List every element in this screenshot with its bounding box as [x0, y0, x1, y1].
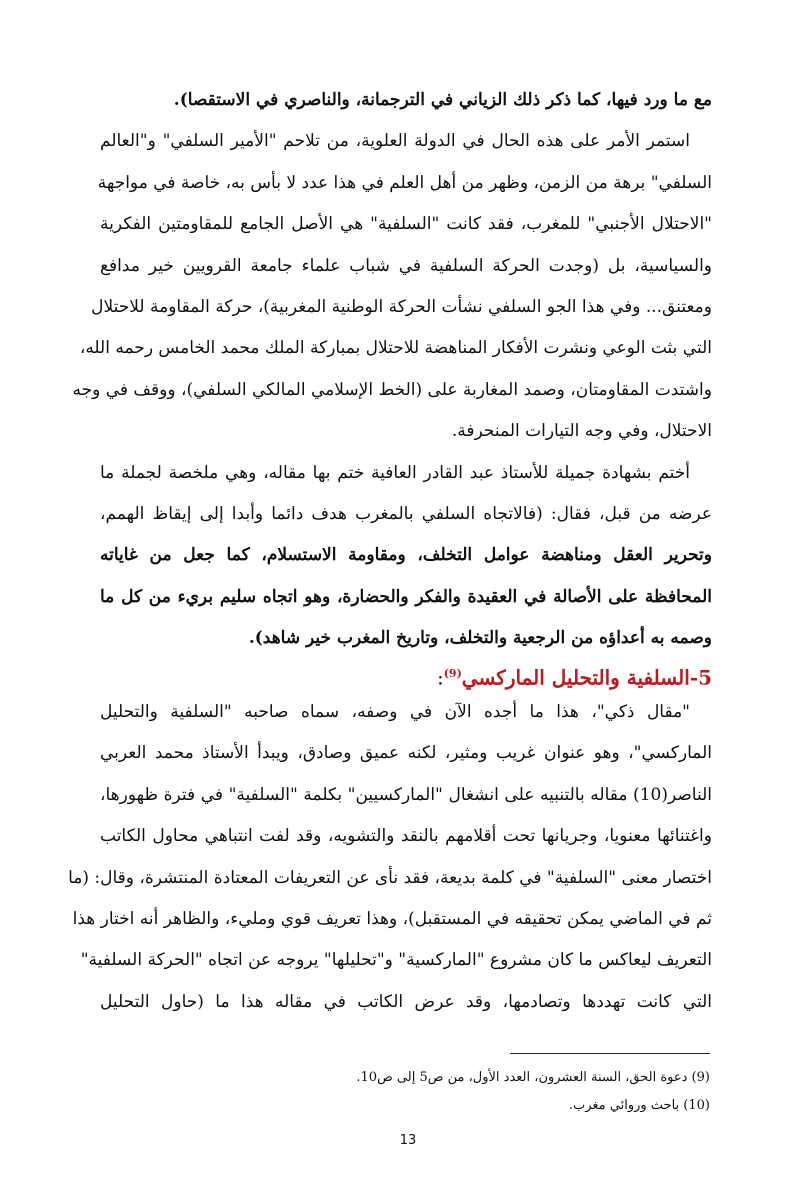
text-line: التي بثت الوعي ونشرت الأفكار المناهضة للاحتلال بمباركة الملك محمد الخامس رحمه الله،	[79, 338, 712, 359]
section-heading	[100, 656, 712, 696]
text-line: "مقال ذكي"، هذا ما أجده الآن في وصفه، سماه صاحبه "السلفية والتحليل	[100, 702, 690, 722]
text-line: التعريف ليعاكس ما كان مشروع "الماركسية" و"تحليلها" يروجه عن اتجاه "الحركة السلفية"	[80, 950, 712, 971]
text-line: الماركسي"، وهو عنوان غريب ومثير، لكنه عميق وصادق، ويبدأ الأستاذ محمد العربي	[100, 743, 712, 764]
footnote-10: (10) باحث وروائي مغرب.	[568, 1098, 710, 1113]
footnote-ref: (9)	[443, 667, 462, 680]
text-line: وصمه به أعداؤه من الرجعية والتخلف، وتاريخ المغرب خير شاهد).	[248, 628, 712, 649]
text-line: والسياسية، بل (وجدت الحركة السلفية في شباب علماء جامعة القرويين خير مدافع	[100, 255, 712, 276]
section-heading-text: 5-السلفية والتحليل الماركسي	[461, 665, 712, 690]
body-text-part-2	[68, 692, 712, 1023]
page-number: 13	[399, 1133, 417, 1148]
text-line: اختصار معنى "السلفية" في كلمة بديعة، فقد نأى عن التعريفات المعتادة المنتشرة، وقال: (ما	[68, 867, 712, 888]
footnote-separator	[510, 1053, 710, 1054]
footnote-9: (9) دعوة الحق، السنة العشرون، العدد الأول، من ص5 إلى ص10.	[356, 1070, 710, 1085]
text-line: وتحرير العقل ومناهضة عوامل التخلف، ومقاومة الاستسلام، كما جعل من غاياته	[100, 545, 712, 566]
heading-colon: :	[436, 665, 444, 690]
text-line: ومعتنق... وفي هذا الجو السلفي نشأت الحركة الوطنية المغربية)، حركة المقاومة للاحتلال	[91, 297, 712, 318]
text-line: الاحتلال، وفي وجه التيارات المنحرفة.	[451, 421, 712, 442]
text-line: عرضه من قبل، فقال: (فالاتجاه السلفي بالمغرب هدف دائما وأبدا إلى إيقاظ الهمم،	[100, 504, 712, 525]
text-line: "الاحتلال الأجنبي" للمغرب، فقد كانت "السلفية" هي الأصل الجامع للمقاومتين الفكرية	[100, 214, 712, 235]
text-line: السلفي" برهة من الزمن، وظهر من أهل العلم في هذا عدد لا بأس به، خاصة في مواجهة	[97, 172, 712, 193]
text-line: المحافظة على الأصالة في العقيدة والفكر والحضارة، وهو اتجاه سليم بريء من كل ما	[100, 586, 712, 607]
text-line: مع ما ورد فيها، كما ذكر ذلك الزياني في الترجمانة، والناصري في الاستقصا).	[173, 90, 712, 110]
text-line: استمر الأمر على هذه الحال في الدولة العلوية، من تلاحم "الأمير السلفي" و"العالم	[100, 131, 690, 152]
text-line: ثم في الماضي يمكن تحقيقه في المستقبل)، وهذا تعريف قوي ومليء، والظاهر أنه اختار هذا	[72, 909, 712, 930]
text-line: الناصر(10) مقاله بالتنبيه على انشغال "الماركسيين" بكلمة "السلفية" في فترة ظهورها،	[100, 784, 712, 805]
text-line: واشتدت المقاومتان، وصمد المغاربة على (الخط الإسلامي المالكي السلفي)، ووقف في وجه	[72, 379, 712, 400]
text-line: واغتنائها معنويا، وجريانها تحت أقلامهم بالنقد والتشويه، وقد لفت انتباهي محاول الكاتب	[100, 826, 712, 847]
text-line: أختم بشهادة جميلة للأستاذ عبد القادر العافية ختم بها مقاله، وهي ملخصة لجملة ما	[100, 462, 690, 483]
text-line: التي كانت تهددها وتصادمها، وقد عرض الكاتب في مقاله هذا ما (حاول التحليل	[100, 991, 712, 1012]
body-text-part-1	[72, 80, 712, 660]
